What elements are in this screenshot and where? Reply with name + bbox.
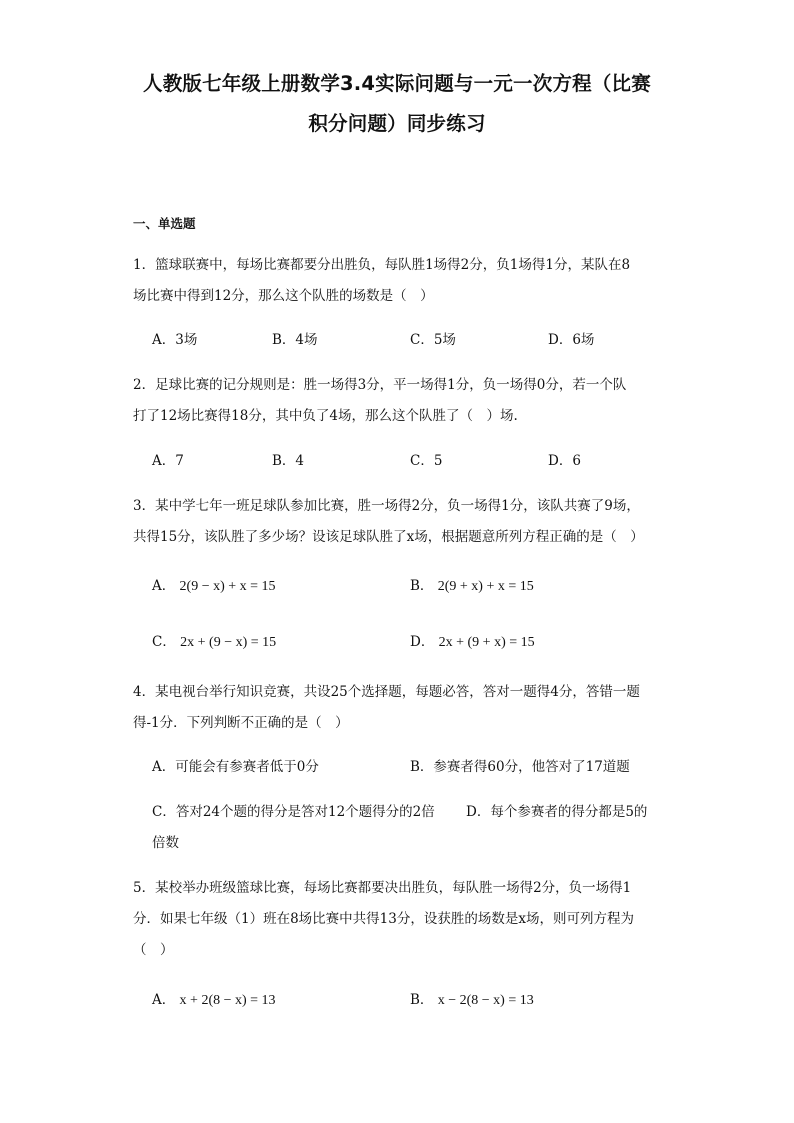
question-4-line-2: 得-1分．下列判断不正确的是（ ）	[133, 715, 349, 731]
question-2-line-2: 打了12场比赛得18分，其中负了4场，那么这个队胜了（ ）场.	[133, 408, 518, 424]
q2-option-c[interactable]: C．5	[410, 453, 443, 469]
q3-option-c-label: C．	[152, 634, 176, 650]
q3-option-b[interactable]	[410, 576, 534, 597]
question-1-line-2: 场比赛中得到12分，那么这个队胜的场数是（ ）	[133, 288, 434, 304]
question-5-line-2: 分．如果七年级（1）班在8场比赛中共得13分，设获胜的场数是x场，则可列方程为	[133, 911, 634, 927]
q5-option-b-label: B．	[410, 992, 434, 1008]
q2-option-d[interactable]: D．6	[548, 453, 581, 469]
q3-option-a-label: A．	[152, 578, 176, 594]
q4-option-d-continued: 倍数	[152, 835, 179, 851]
question-5-line-1: 5．某校举办班级篮球比赛，每场比赛都要决出胜负，每队胜一场得2分，负一场得1	[133, 880, 632, 896]
q5-option-b[interactable]	[410, 990, 534, 1011]
q3-option-b-equation: 2(9 + x) + x = 15	[437, 579, 534, 594]
q2-option-a[interactable]: A．7	[152, 453, 184, 469]
title-line-1: 人教版七年级上册数学3.4实际问题与一元一次方程（比赛	[143, 72, 651, 95]
q1-option-b[interactable]: B．4场	[272, 332, 318, 348]
title-text	[120, 64, 674, 144]
q5-option-b-equation: x − 2(8 − x) = 13	[437, 993, 534, 1008]
q4-option-c[interactable]: C．答对24个题的得分是答对12个题得分的2倍	[152, 804, 435, 820]
q1-option-c[interactable]: C．5场	[410, 332, 456, 348]
question-5-line-3: （ ）	[133, 942, 174, 958]
question-4-line-1: 4．某电视台举行知识竞赛，共设25个选择题，每题必答，答对一题得4分，答错一题	[133, 684, 640, 700]
q4-option-d[interactable]: D．每个参赛者的得分都是5的	[466, 804, 648, 820]
q5-option-a[interactable]	[152, 990, 276, 1011]
q3-option-d-label: D．	[410, 634, 435, 650]
q3-option-b-label: B．	[410, 578, 434, 594]
question-3-line-2: 共得15分，该队胜了多少场？设该足球队胜了x场，根据题意所列方程正确的是（ ）	[133, 529, 644, 545]
q4-option-a[interactable]: A．可能会有参赛者低于0分	[152, 759, 319, 775]
q3-option-d-equation: 2x + (9 + x) = 15	[438, 635, 535, 650]
question-3-line-1: 3．某中学七年一班足球队参加比赛，胜一场得2分，负一场得1分，该队共赛了9场，	[133, 498, 640, 514]
q1-option-d[interactable]: D．6场	[548, 332, 595, 348]
question-2-line-1: 2．足球比赛的记分规则是：胜一场得3分，平一场得1分，负一场得0分，若一个队	[133, 377, 627, 393]
question-1-line-1: 1．篮球联赛中，每场比赛都要分出胜负，每队胜1场得2分，负1场得1分，某队在8	[133, 257, 631, 273]
q3-option-a-equation: 2(9 − x) + x = 15	[179, 579, 276, 594]
q2-option-b[interactable]: B．4	[272, 453, 305, 469]
q3-option-c[interactable]	[152, 632, 276, 653]
title-line-2: 积分问题）同步练习	[308, 112, 486, 135]
q3-option-d[interactable]	[410, 632, 535, 653]
q1-option-a[interactable]: A．3场	[152, 332, 198, 348]
q3-option-c-equation: 2x + (9 − x) = 15	[180, 635, 277, 650]
q5-option-a-equation: x + 2(8 − x) = 13	[179, 993, 276, 1008]
section-heading: 一、单选题	[133, 216, 196, 231]
q5-option-a-label: A．	[152, 992, 176, 1008]
q3-option-a[interactable]	[152, 576, 276, 597]
q4-option-b[interactable]: B．参赛者得60分，他答对了17道题	[410, 759, 630, 775]
